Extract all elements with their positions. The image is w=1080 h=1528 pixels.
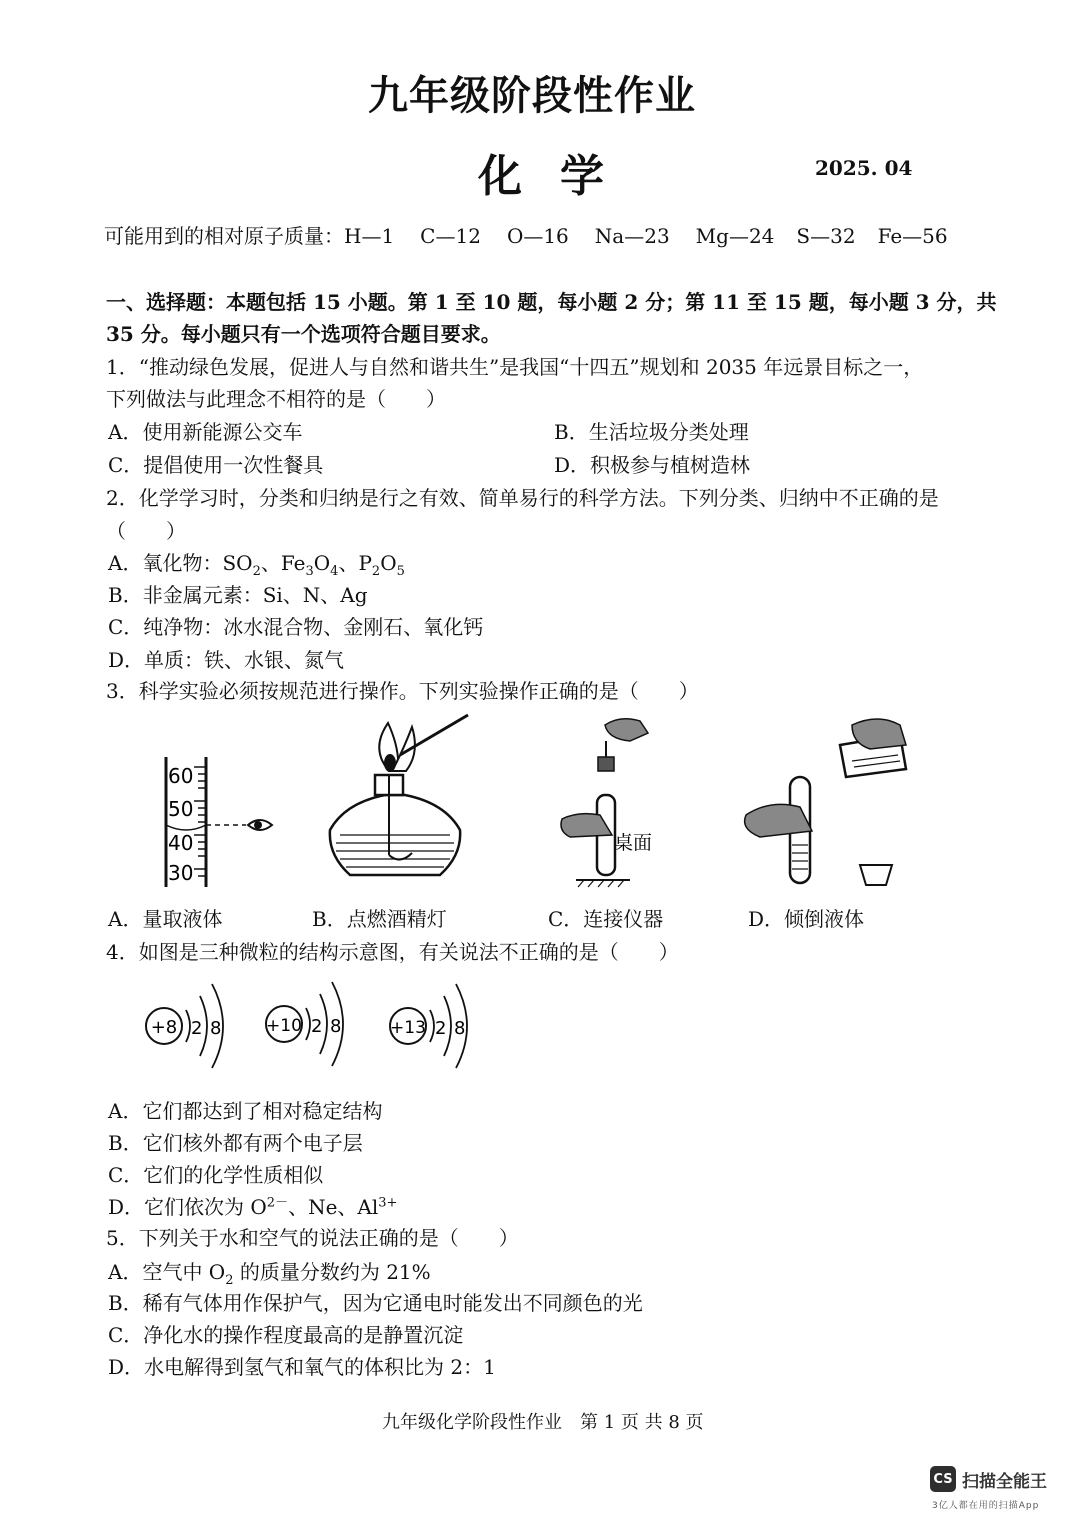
particle-3-shell-2: 8 (454, 1018, 466, 1039)
q2-option-b: B．非金属元素：Si、N、Ag (108, 583, 368, 607)
mass-s: S—32 (796, 224, 856, 248)
q4-option-d-charge-2: 3+ (378, 1195, 398, 1211)
stopper-icon (860, 865, 892, 885)
particle-1-nucleus: +8 (150, 1017, 178, 1038)
q4-option-b: B．它们核外都有两个电子层 (108, 1131, 363, 1155)
q5-stem: 5．下列关于水和空气的说法正确的是（ ） (106, 1226, 519, 1250)
q3-option-a: A．量取液体 (108, 907, 223, 931)
particle-diagrams (130, 970, 510, 1080)
q4-option-d-prefix: D．它们依次为 O (108, 1195, 267, 1219)
scanner-watermark (930, 1466, 1047, 1492)
particle-3-shell-1: 2 (435, 1018, 447, 1039)
formula-so2: $SO_2$ (222, 551, 261, 579)
q3-option-b: B．点燃酒精灯 (312, 907, 447, 931)
mass-o: O—16 (506, 224, 569, 248)
cylinder-tick-30: 30 (168, 861, 194, 885)
q1-option-b: B．生活垃圾分类处理 (554, 420, 749, 444)
atomic-masses (104, 220, 948, 249)
particle-2 (266, 982, 343, 1066)
q2-option-c: C．纯净物：冰水混合物、金刚石、氧化钙 (108, 615, 484, 639)
q5-option-c: C．净化水的操作程度最高的是静置沉淀 (108, 1323, 464, 1347)
q2-stem-line2: （ ） (106, 519, 186, 543)
hand-icon (852, 719, 906, 749)
q4-option-c: C．它们的化学性质相似 (108, 1163, 324, 1187)
section1-heading-line1: 一、选择题：本题包括 15 小题。第 1 至 10 题，每小题 2 分；第 11 至 15 题，每小题 3 分，共 (106, 290, 997, 314)
q1-option-c: C．提倡使用一次性餐具 (108, 453, 324, 477)
q3-option-c: C．连接仪器 (548, 907, 664, 931)
q1-stem-line1: 1．“推动绿色发展，促进人与自然和谐共生”是我国“十四五”规划和 2035 年远景目标之一， (106, 355, 924, 379)
hand-icon (605, 719, 648, 741)
scanner-app-name: 扫描全能王 (962, 1471, 1047, 1492)
q5-option-a (108, 1256, 431, 1288)
section1-heading-line2: 35 分。每小题只有一个选项符合题目要求。 (106, 322, 501, 346)
scanner-logo-icon: CS (930, 1466, 956, 1492)
q5-option-a-suffix: 的质量分数约为 21% (233, 1260, 431, 1284)
particle-2-nucleus: +10 (266, 1016, 302, 1036)
q4-option-d-charge-1: 2－ (266, 1195, 289, 1211)
subject-title: 化学 (478, 151, 642, 202)
mass-fe: Fe—56 (877, 224, 948, 248)
pouring-liquid-figure (745, 719, 906, 885)
particle-1 (146, 984, 223, 1068)
particle-1-shell-2: 8 (210, 1018, 222, 1039)
q5-option-b: B．稀有气体用作保护气，因为它通电时能发出不同颜色的光 (108, 1291, 643, 1315)
alcohol-lamp-figure (330, 715, 468, 875)
mass-na: Na—23 (594, 224, 670, 248)
q4-option-d-mid: 、Ne、Al (288, 1195, 379, 1219)
particle-2-shell-2: 8 (330, 1016, 342, 1037)
particle-3 (390, 984, 467, 1068)
page-title: 九年级阶段性作业 (368, 73, 696, 119)
formula-fe3o4: $Fe_3O_4$ (280, 551, 339, 579)
mass-c: C—12 (420, 224, 481, 248)
particle-3-nucleus: +13 (390, 1018, 426, 1038)
q5-option-d: D．水电解得到氢气和氧气的体积比为 2：1 (108, 1355, 496, 1379)
q4-option-d (108, 1191, 397, 1220)
q2-option-a: A．氧化物：$SO_2$、$Fe_3O_4$、$P_2O_5$ (108, 551, 405, 579)
q3-stem: 3．科学实验必须按规范进行操作。下列实验操作正确的是（ ） (106, 679, 699, 703)
q2-option-a-label: A．氧化物： (108, 551, 223, 575)
atomic-masses-label: 可能用到的相对原子质量： (104, 224, 344, 248)
q1-option-d: D．积极参与植树造林 (554, 453, 751, 477)
q3-option-d: D．倾倒液体 (748, 907, 865, 931)
cylinder-tick-50: 50 (168, 797, 194, 821)
formula-p2o5: $P_2O_5$ (358, 551, 405, 579)
q2-stem-line1: 2．化学学习时，分类和归纳是行之有效、简单易行的科学方法。下列分类、归纳中不正确的是 (106, 486, 939, 510)
particle-1-shell-1: 2 (191, 1018, 203, 1039)
q2-option-d: D．单质：铁、水银、氮气 (108, 648, 345, 672)
page-footer: 九年级化学阶段性作业 第 1 页 共 8 页 (382, 1412, 704, 1433)
q1-option-a: A．使用新能源公交车 (108, 420, 303, 444)
q3-figures (100, 705, 960, 895)
cylinder-tick-40: 40 (168, 831, 194, 855)
hand-icon (745, 804, 812, 837)
q4-stem: 4．如图是三种微粒的结构示意图，有关说法不正确的是（ ） (106, 940, 679, 964)
cylinder-tick-60: 60 (168, 764, 194, 788)
table-label: 桌面 (614, 832, 653, 854)
scanner-tagline: 3亿人都在用的扫描App (932, 1501, 1040, 1511)
mass-mg: Mg—24 (695, 224, 775, 248)
date: 2025. 04 (815, 156, 913, 180)
q1-stem-line2: 下列做法与此理念不相符的是（ ） (106, 387, 446, 411)
q4-option-a: A．它们都达到了相对稳定结构 (108, 1099, 383, 1123)
q5-option-a-prefix: A．空气中 O (108, 1260, 226, 1284)
graduated-cylinder-figure (166, 757, 272, 887)
connecting-instrument-figure (561, 719, 652, 887)
mass-h: H—1 (344, 224, 395, 248)
q5-option-a-sub: 2 (225, 1273, 234, 1288)
particle-2-shell-1: 2 (311, 1016, 323, 1037)
